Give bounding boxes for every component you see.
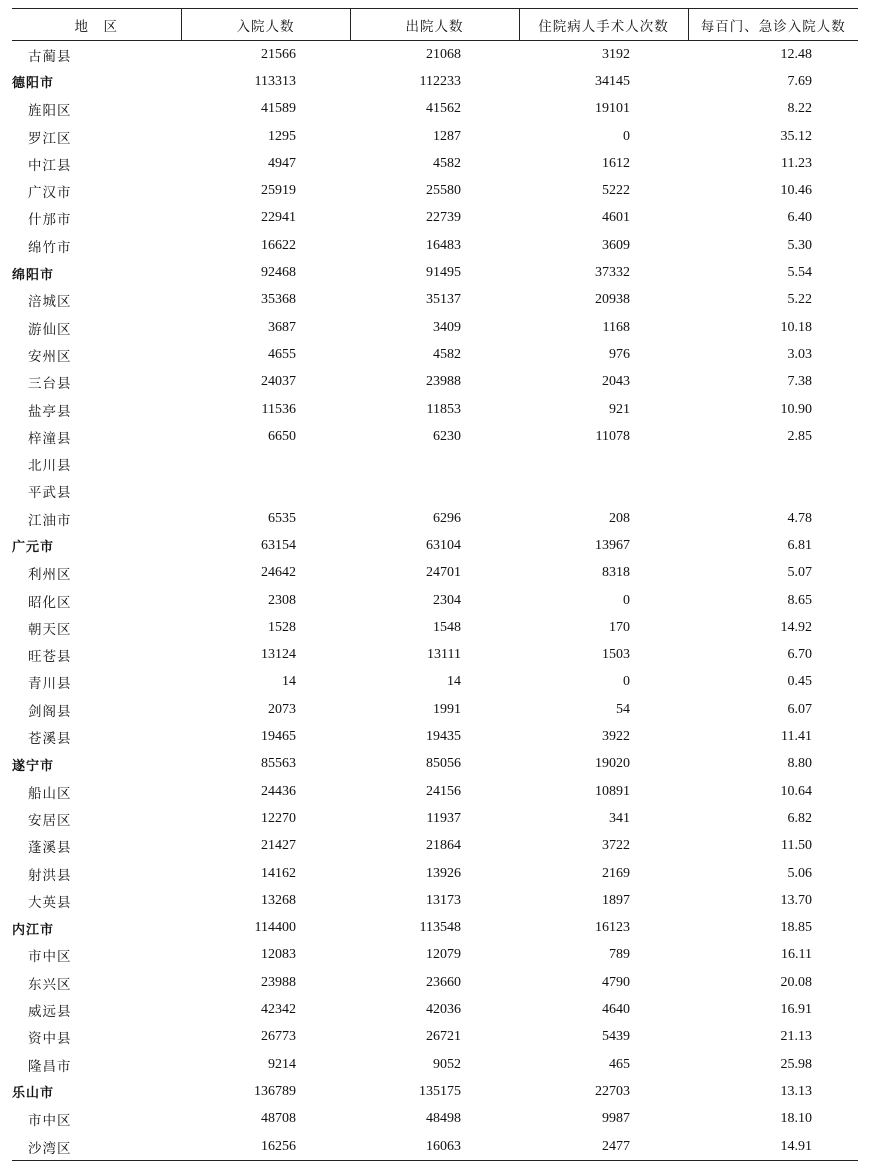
region-name-cell: 资中县: [28, 1031, 72, 1048]
admission-rate-cell: 12.48: [780, 46, 812, 62]
admissions-cell: 114400: [254, 920, 296, 936]
admission-rate-cell: 21.13: [780, 1029, 812, 1045]
admission-rate-cell: 6.70: [787, 647, 812, 663]
table-row: [12, 833, 858, 860]
header-admissions: 入院人数: [181, 9, 350, 41]
discharges-cell: 4582: [433, 155, 461, 171]
table-row: [12, 423, 858, 450]
admission-rate-cell: 10.90: [780, 401, 812, 417]
region-name-cell: 广汉市: [28, 185, 72, 202]
surgeries-cell: 34145: [595, 73, 630, 89]
admission-rate-cell: 10.18: [780, 319, 812, 335]
region-name-cell: 安州区: [28, 348, 72, 365]
surgeries-cell: 5439: [602, 1029, 630, 1045]
surgeries-cell: 3922: [602, 729, 630, 745]
table-row: [12, 887, 858, 914]
discharges-cell: 1287: [433, 128, 461, 144]
admission-rate-cell: 11.50: [781, 838, 812, 854]
admissions-cell: 13124: [261, 647, 296, 663]
table-row: [12, 369, 858, 396]
admissions-cell: 24436: [261, 783, 296, 799]
city-name-cell: 广元市: [12, 540, 55, 556]
table-row: [12, 1051, 858, 1078]
admission-rate-cell: 7.38: [787, 374, 812, 390]
region-name-cell: 东兴区: [28, 976, 72, 993]
table-row: [12, 450, 858, 477]
admission-rate-cell: 5.30: [787, 237, 812, 253]
table-row: [12, 587, 858, 614]
admissions-cell: 42342: [261, 1002, 296, 1018]
surgeries-cell: 2477: [519, 1133, 688, 1161]
region-name-cell: 什邡市: [28, 212, 72, 229]
surgeries-cell: 5222: [602, 183, 630, 199]
discharges-cell: 21864: [426, 838, 461, 854]
surgeries-cell: 16123: [595, 920, 630, 936]
discharges-cell: 9052: [433, 1056, 461, 1072]
city-row: [12, 68, 858, 95]
city-name-cell: 内江市: [12, 922, 55, 938]
discharges-cell: 85056: [426, 756, 461, 772]
discharges-cell: 13173: [426, 892, 461, 908]
admission-rate-cell: 7.69: [787, 73, 812, 89]
surgeries-cell: 37332: [595, 265, 630, 281]
discharges-cell: 2304: [433, 592, 461, 608]
surgeries-cell: 10891: [595, 783, 630, 799]
table-row: [12, 696, 858, 723]
surgeries-cell: 13967: [595, 537, 630, 553]
admission-rate-cell: 8.65: [787, 592, 812, 608]
header-surgeries: 住院病人手术人次数: [519, 9, 688, 41]
discharges-cell: 16483: [426, 237, 461, 253]
admission-rate-cell: 14.91: [688, 1133, 858, 1161]
admission-rate-cell: 6.07: [787, 701, 812, 717]
discharges-cell: 12079: [426, 947, 461, 963]
region-name-cell: 船山区: [28, 785, 72, 802]
surgeries-cell: 0: [623, 592, 630, 608]
city-name-cell: 绵阳市: [12, 267, 55, 283]
discharges-cell: 135175: [419, 1083, 461, 1099]
region-name-cell: 平武县: [28, 485, 72, 502]
city-row: [12, 751, 858, 778]
discharges-cell: 22739: [426, 210, 461, 226]
admissions-cell: 24642: [261, 565, 296, 581]
discharges-cell: 63104: [426, 537, 461, 553]
admissions-cell: 1528: [268, 619, 296, 635]
table-row: [12, 41, 858, 69]
admission-rate-cell: 10.46: [780, 183, 812, 199]
admissions-cell: 63154: [261, 537, 296, 553]
city-row: [12, 1078, 858, 1105]
header-region: 地 区: [12, 9, 181, 41]
admission-rate-cell: 8.22: [787, 101, 812, 117]
surgeries-cell: 9987: [602, 1111, 630, 1127]
admissions-cell: 24037: [261, 374, 296, 390]
discharges-cell: 23660: [426, 974, 461, 990]
region-name-cell: 罗江区: [28, 130, 72, 147]
admission-rate-cell: [688, 450, 858, 477]
region-name-cell: 旌阳区: [28, 103, 72, 120]
admission-rate-cell: 6.40: [787, 210, 812, 226]
admission-rate-cell: 4.78: [787, 510, 812, 526]
discharges-cell: [350, 450, 519, 477]
admissions-cell: 23988: [261, 974, 296, 990]
discharges-cell: 48498: [426, 1111, 461, 1127]
city-row: [12, 259, 858, 286]
discharges-cell: 14: [447, 674, 461, 690]
region-name-cell: 苍溪县: [28, 731, 72, 748]
table-row: [12, 232, 858, 259]
table-row: [12, 996, 858, 1023]
admission-rate-cell: 13.70: [780, 892, 812, 908]
region-name-cell: 安居区: [28, 812, 72, 829]
discharges-cell: 23988: [426, 374, 461, 390]
table-body: [12, 41, 858, 1161]
table-row: [12, 205, 858, 232]
discharges-cell: 25580: [426, 183, 461, 199]
admissions-cell: 13268: [261, 892, 296, 908]
region-name-cell: 游仙区: [28, 321, 72, 338]
surgeries-cell: [519, 450, 688, 477]
table-row: [12, 1133, 858, 1161]
table-row: [12, 505, 858, 532]
region-name-cell: 蓬溪县: [28, 840, 72, 857]
admissions-cell: 136789: [254, 1083, 296, 1099]
table-row: [12, 150, 858, 177]
admissions-cell: 9214: [268, 1056, 296, 1072]
city-name-cell: 德阳市: [12, 76, 55, 92]
table-row: [12, 723, 858, 750]
discharges-cell: 6296: [433, 510, 461, 526]
region-name-cell: 隆昌市: [28, 1058, 72, 1075]
discharges-cell: 6230: [433, 428, 461, 444]
admissions-cell: 16256: [181, 1133, 350, 1161]
table-row: [12, 778, 858, 805]
surgeries-cell: 54: [616, 701, 630, 717]
admission-rate-cell: 6.81: [787, 537, 812, 553]
admission-rate-cell: 5.22: [787, 292, 812, 308]
discharges-cell: 13111: [427, 647, 461, 663]
region-name-cell: 古蔺县: [28, 48, 72, 65]
surgeries-cell: 19020: [595, 756, 630, 772]
admission-rate-cell: 14.92: [780, 619, 812, 635]
table-row: [12, 860, 858, 887]
admission-rate-cell: 16.11: [781, 947, 812, 963]
admissions-cell: 21566: [261, 46, 296, 62]
admissions-cell: [181, 450, 350, 477]
region-name-cell: 市中区: [28, 949, 72, 966]
surgeries-cell: 3192: [602, 46, 630, 62]
admission-rate-cell: 5.54: [787, 265, 812, 281]
discharges-cell: 3409: [433, 319, 461, 335]
discharges-cell: [350, 478, 519, 505]
discharges-cell: 21068: [426, 46, 461, 62]
surgeries-cell: 170: [609, 619, 630, 635]
table-row: [12, 969, 858, 996]
surgeries-cell: 4640: [602, 1002, 630, 1018]
header-admission-rate: 每百门、急诊入院人数: [688, 9, 858, 41]
region-name-cell: 涪城区: [28, 294, 72, 311]
region-name-cell: 盐亭县: [28, 403, 72, 420]
discharges-cell: 24156: [426, 783, 461, 799]
region-name-cell: 北川县: [28, 458, 72, 475]
region-name-cell: 利州区: [28, 567, 72, 584]
city-row: [12, 915, 858, 942]
discharges-cell: 35137: [426, 292, 461, 308]
region-name-cell: 绵竹市: [28, 239, 72, 256]
discharges-cell: 24701: [426, 565, 461, 581]
admission-rate-cell: 2.85: [787, 428, 812, 444]
admissions-cell: 25919: [261, 183, 296, 199]
region-name-cell: 朝天区: [28, 621, 72, 638]
discharges-cell: 11853: [426, 401, 461, 417]
table-row: [12, 396, 858, 423]
region-name-cell: 射洪县: [28, 867, 72, 884]
admissions-cell: 48708: [261, 1111, 296, 1127]
discharges-cell: 19435: [426, 729, 461, 745]
table-row: [12, 341, 858, 368]
admissions-cell: 4947: [268, 155, 296, 171]
admissions-cell: 14: [282, 674, 296, 690]
admissions-cell: 1295: [268, 128, 296, 144]
admissions-cell: 14162: [261, 865, 296, 881]
admissions-cell: 2073: [268, 701, 296, 717]
table-row: [12, 942, 858, 969]
admission-rate-cell: 11.41: [781, 729, 812, 745]
admissions-cell: 35368: [261, 292, 296, 308]
discharges-cell: 42036: [426, 1002, 461, 1018]
region-name-cell: 旺苍县: [28, 649, 72, 666]
table-row: [12, 478, 858, 505]
admissions-cell: [181, 478, 350, 505]
admissions-cell: 4655: [268, 346, 296, 362]
surgeries-cell: 2043: [602, 374, 630, 390]
surgeries-cell: [519, 478, 688, 505]
table-row: [12, 123, 858, 150]
admission-rate-cell: 20.08: [780, 974, 812, 990]
table-row: [12, 642, 858, 669]
surgeries-cell: 0: [623, 128, 630, 144]
surgeries-cell: 22703: [595, 1083, 630, 1099]
city-name-cell: 乐山市: [12, 1086, 55, 1102]
admission-rate-cell: 3.03: [787, 346, 812, 362]
admissions-cell: 3687: [268, 319, 296, 335]
surgeries-cell: 976: [609, 346, 630, 362]
table-row: [12, 314, 858, 341]
admission-rate-cell: 0.45: [787, 674, 812, 690]
region-name-cell: 威远县: [28, 1004, 72, 1021]
admission-rate-cell: 35.12: [780, 128, 812, 144]
region-name-cell: 昭化区: [28, 594, 72, 611]
table-row: [12, 287, 858, 314]
surgeries-cell: 8318: [602, 565, 630, 581]
region-name-cell: 青川县: [28, 676, 72, 693]
table-row: [12, 560, 858, 587]
discharges-cell: 13926: [426, 865, 461, 881]
header-row: [12, 9, 858, 41]
admission-rate-cell: [688, 478, 858, 505]
admission-rate-cell: 16.91: [780, 1002, 812, 1018]
admission-rate-cell: 8.80: [787, 756, 812, 772]
surgeries-cell: 921: [609, 401, 630, 417]
header-discharges: 出院人数: [350, 9, 519, 41]
admission-rate-cell: 11.23: [781, 155, 812, 171]
region-name-cell: 大英县: [28, 894, 72, 911]
admissions-cell: 85563: [261, 756, 296, 772]
admission-rate-cell: 5.07: [787, 565, 812, 581]
admissions-cell: 6650: [268, 428, 296, 444]
admissions-cell: 19465: [261, 729, 296, 745]
surgeries-cell: 1503: [602, 647, 630, 663]
discharges-cell: 1991: [433, 701, 461, 717]
surgeries-cell: 4790: [602, 974, 630, 990]
surgeries-cell: 465: [609, 1056, 630, 1072]
table-row: [12, 805, 858, 832]
admissions-cell: 16622: [261, 237, 296, 253]
discharges-cell: 113548: [419, 920, 461, 936]
admissions-cell: 6535: [268, 510, 296, 526]
surgeries-cell: 789: [609, 947, 630, 963]
city-name-cell: 遂宁市: [12, 758, 55, 774]
admissions-cell: 41589: [261, 101, 296, 117]
surgeries-cell: 3722: [602, 838, 630, 854]
table-row: [12, 177, 858, 204]
admission-rate-cell: 18.85: [780, 920, 812, 936]
table-header: [12, 9, 858, 41]
discharges-cell: 16063: [350, 1133, 519, 1161]
surgeries-cell: 1897: [602, 892, 630, 908]
discharges-cell: 26721: [426, 1029, 461, 1045]
region-name-cell: 中江县: [28, 157, 72, 174]
admission-rate-cell: 13.13: [780, 1083, 812, 1099]
surgeries-cell: 208: [609, 510, 630, 526]
discharges-cell: 1548: [433, 619, 461, 635]
surgeries-cell: 2169: [602, 865, 630, 881]
surgeries-cell: 341: [609, 810, 630, 826]
surgeries-cell: 1168: [602, 319, 630, 335]
surgeries-cell: 1612: [602, 155, 630, 171]
table-row: [12, 96, 858, 123]
admission-rate-cell: 6.82: [787, 810, 812, 826]
admissions-cell: 11536: [261, 401, 296, 417]
region-name-cell: 梓潼县: [28, 430, 72, 447]
discharges-cell: 112233: [419, 73, 461, 89]
admission-rate-cell: 25.98: [780, 1056, 812, 1072]
admission-rate-cell: 5.06: [787, 865, 812, 881]
admissions-cell: 26773: [261, 1029, 296, 1045]
discharges-cell: 11937: [426, 810, 461, 826]
surgeries-cell: 0: [623, 674, 630, 690]
region-name-cell: 剑阁县: [28, 703, 72, 720]
surgeries-cell: 3609: [602, 237, 630, 253]
admissions-cell: 12083: [261, 947, 296, 963]
discharges-cell: 41562: [426, 101, 461, 117]
discharges-cell: 91495: [426, 265, 461, 281]
admissions-cell: 22941: [261, 210, 296, 226]
surgeries-cell: 19101: [595, 101, 630, 117]
region-name-cell: 市中区: [28, 1113, 72, 1130]
city-row: [12, 532, 858, 559]
region-name-cell: 江油市: [28, 512, 72, 529]
surgeries-cell: 20938: [595, 292, 630, 308]
admissions-cell: 21427: [261, 838, 296, 854]
region-name-cell: 沙湾区: [12, 1133, 181, 1161]
table-row: [12, 669, 858, 696]
admissions-cell: 2308: [268, 592, 296, 608]
surgeries-cell: 11078: [595, 428, 630, 444]
region-name-cell: 三台县: [28, 376, 72, 393]
table-row: [12, 614, 858, 641]
table-row: [12, 1106, 858, 1133]
table-row: [12, 1024, 858, 1051]
admissions-cell: 12270: [261, 810, 296, 826]
admissions-cell: 92468: [261, 265, 296, 281]
surgeries-cell: 4601: [602, 210, 630, 226]
statistics-table: [12, 8, 858, 1161]
discharges-cell: 4582: [433, 346, 461, 362]
admissions-cell: 113313: [254, 73, 296, 89]
admission-rate-cell: 10.64: [780, 783, 812, 799]
admission-rate-cell: 18.10: [780, 1111, 812, 1127]
